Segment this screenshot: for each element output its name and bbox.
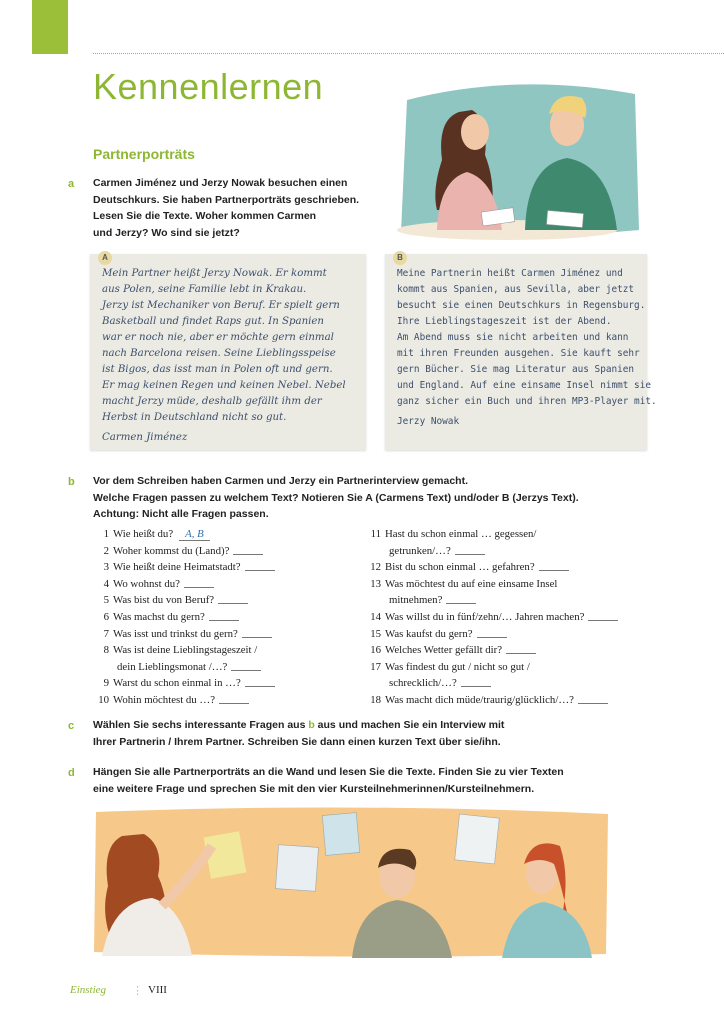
section-b-line: Welche Fragen passen zu welchem Text? Notieren Sie A (Carmens Text) und/oder B (Jerzys Text). bbox=[93, 491, 579, 504]
question-item bbox=[93, 644, 257, 656]
question-text: Was willst du in fünf/zehn/… Jahren machen? bbox=[385, 611, 585, 623]
question-item bbox=[365, 661, 530, 673]
question-number: 17 bbox=[370, 660, 381, 673]
section-a-line: Lesen Sie die Texte. Woher kommen Carmen bbox=[93, 210, 317, 222]
section-d-instructions bbox=[93, 764, 693, 797]
answer-blank[interactable] bbox=[506, 653, 536, 654]
portrait-note-a bbox=[90, 254, 366, 450]
question-text: Welches Wetter gefällt dir? bbox=[385, 644, 503, 657]
question-number: 1 bbox=[103, 528, 109, 540]
question-number: 16 bbox=[370, 644, 381, 657]
question-text: Was findest du gut / nicht so gut / bbox=[385, 660, 530, 673]
question-number: 6 bbox=[103, 611, 109, 623]
note-a-signature: Carmen Jiménez bbox=[102, 432, 188, 443]
section-a-letter: a bbox=[68, 178, 75, 190]
section-a-line: Deutschkurs. Sie haben Partnerporträts geschrieben. bbox=[93, 193, 360, 206]
question-text: getrunken/…? bbox=[389, 544, 451, 557]
section-c-line: Ihrer Partnerin / Ihrem Partner. Schreiben Sie dann einen kurzen Text über sie/ihn. bbox=[93, 735, 501, 748]
question-text: Was macht dich müde/traurig/glücklich/…? bbox=[385, 694, 574, 706]
note-b-line: besucht sie einen Deutschkurs in Regensburg. bbox=[397, 300, 646, 311]
section-c-instructions bbox=[93, 717, 693, 750]
question-text: Was ist deine Lieblingstageszeit / bbox=[113, 644, 258, 657]
question-item bbox=[365, 545, 485, 557]
page-number: VIII bbox=[148, 984, 167, 996]
answer-blank[interactable] bbox=[184, 587, 214, 588]
note-b-line: gern Bücher. Sie mag Literatur aus Spanien bbox=[397, 364, 635, 375]
question-item bbox=[365, 644, 536, 656]
question-text: Bist du schon einmal … gefahren? bbox=[385, 561, 535, 574]
question-text: Wie heißt du? bbox=[113, 528, 174, 540]
question-item bbox=[93, 661, 261, 673]
question-number: 4 bbox=[103, 577, 109, 590]
question-item bbox=[93, 561, 275, 573]
question-text: Wo wohnst du? bbox=[113, 577, 180, 590]
question-number: 9 bbox=[103, 677, 109, 690]
answer-blank[interactable] bbox=[477, 637, 507, 638]
question-item bbox=[93, 628, 272, 640]
corner-tab bbox=[32, 0, 68, 54]
question-text: Was machst du gern? bbox=[113, 611, 205, 623]
answer-blank[interactable] bbox=[231, 670, 261, 671]
question-text: Was isst und trinkst du gern? bbox=[113, 627, 238, 640]
question-item bbox=[365, 694, 608, 706]
section-d-line: Hängen Sie alle Partnerporträts an die Wand und lesen Sie die Texte. Finden Sie zu vier Texten bbox=[93, 766, 564, 778]
answer-blank[interactable] bbox=[209, 620, 239, 621]
question-item bbox=[365, 528, 536, 540]
question-text: schrecklich/…? bbox=[389, 677, 457, 690]
note-b-line: kommt aus Spanien, aus Sevilla, aber jetzt bbox=[397, 284, 635, 295]
question-item bbox=[365, 611, 618, 623]
note-a-badge: A bbox=[98, 251, 112, 265]
question-text: Was kaufst du gern? bbox=[385, 627, 473, 640]
question-item bbox=[365, 561, 569, 573]
question-item bbox=[93, 528, 210, 541]
section-a-instructions bbox=[93, 175, 383, 241]
page-title: Kennenlernen bbox=[93, 66, 324, 107]
note-a-line: Basketball und findet Raps gut. In Spanien bbox=[102, 316, 324, 327]
answer-blank[interactable] bbox=[218, 603, 248, 604]
answer-blank[interactable] bbox=[245, 686, 275, 687]
question-number: 11 bbox=[370, 528, 381, 540]
answer-blank[interactable] bbox=[578, 703, 608, 704]
note-a-line: nach Barcelona reisen. Seine Lieblingsspeise bbox=[102, 348, 336, 359]
note-b-badge: B bbox=[393, 251, 407, 265]
question-number: 3 bbox=[103, 561, 109, 574]
section-b-line: Achtung: Nicht alle Fragen passen. bbox=[93, 508, 269, 520]
note-b-line: Ihre Lieblingstageszeit ist der Abend. bbox=[397, 316, 612, 327]
answer-blank[interactable] bbox=[455, 554, 485, 555]
answer-blank[interactable] bbox=[539, 570, 569, 571]
answer-blank[interactable] bbox=[588, 620, 618, 621]
section-c-text: Wählen Sie sechs interessante Fragen aus bbox=[93, 719, 309, 731]
section-subtitle: Partnerporträts bbox=[93, 146, 195, 162]
answer-blank[interactable] bbox=[461, 686, 491, 687]
question-text: Was möchtest du auf eine einsame Insel bbox=[385, 577, 558, 590]
section-c-line bbox=[93, 717, 693, 734]
note-a-line: Herbst in Deutschland nicht so gut. bbox=[102, 412, 287, 423]
answer-blank[interactable] bbox=[245, 570, 275, 571]
section-a-line: Carmen Jiménez und Jerzy Nowak besuchen einen bbox=[93, 177, 348, 189]
question-item bbox=[93, 677, 275, 689]
question-text: mitnehmen? bbox=[389, 594, 443, 607]
note-a-line: Jerzy ist Mechaniker von Beruf. Er spielt gern bbox=[102, 300, 340, 311]
question-answer[interactable]: A, B bbox=[179, 528, 210, 541]
question-item bbox=[93, 611, 239, 623]
section-c-text: aus und machen Sie ein Interview mit bbox=[314, 719, 505, 731]
question-number: 2 bbox=[103, 544, 109, 557]
question-text: Was bist du von Beruf? bbox=[113, 594, 215, 607]
section-d-letter: d bbox=[68, 767, 75, 779]
question-item bbox=[365, 578, 557, 590]
footer-section: Einstieg bbox=[70, 984, 107, 996]
question-item bbox=[93, 694, 249, 706]
illustration-conversation bbox=[397, 80, 642, 240]
portrait-note-b bbox=[385, 253, 657, 450]
note-a-line: Er mag keinen Regen und keinen Nebel. Nebel bbox=[102, 380, 346, 391]
section-d-line: eine weitere Frage und sprechen Sie mit den vier Kursteilnehmerinnen/Kursteilnehmern. bbox=[93, 782, 535, 795]
question-item bbox=[93, 578, 214, 590]
answer-blank[interactable] bbox=[233, 554, 263, 555]
note-b-signature: Jerzy Nowak bbox=[397, 416, 460, 427]
question-item bbox=[365, 628, 507, 640]
answer-blank[interactable] bbox=[446, 603, 476, 604]
note-a-line: Mein Partner heißt Jerzy Nowak. Er kommt bbox=[102, 268, 327, 279]
note-a-line: aus Polen, seine Familie lebt in Krakau. bbox=[102, 284, 307, 295]
question-item bbox=[365, 677, 491, 689]
footer-divider: ⋮ bbox=[132, 985, 143, 997]
illustration-wall-notes bbox=[92, 806, 612, 958]
question-number: 15 bbox=[370, 627, 381, 640]
question-text: Wie heißt deine Heimatstadt? bbox=[113, 561, 241, 574]
note-b-line: mit ihren Freunden ausgehen. Sie kauft sehr bbox=[397, 348, 640, 359]
section-b-line: Vor dem Schreiben haben Carmen und Jerzy ein Partnerinterview gemacht. bbox=[93, 475, 469, 487]
question-number: 18 bbox=[370, 694, 381, 706]
section-c-letter: c bbox=[68, 720, 75, 732]
note-b-line: Meine Partnerin heißt Carmen Jiménez und bbox=[397, 268, 623, 279]
note-a-line: war er noch nie, aber er möchte gern einmal bbox=[102, 332, 334, 343]
section-a-line: und Jerzy? Wo sind sie jetzt? bbox=[93, 226, 240, 239]
note-a-line: macht Jerzy müde, deshalb gefällt ihm der bbox=[102, 396, 322, 407]
question-item bbox=[365, 594, 476, 606]
section-c-ref: b bbox=[308, 719, 315, 731]
header-dotted-line bbox=[93, 53, 724, 54]
question-text: Wohin möchtest du …? bbox=[113, 694, 215, 706]
note-b-line: ganz sicher ein Buch und ihren MP3-Player mit. bbox=[397, 396, 657, 407]
answer-blank[interactable] bbox=[242, 637, 272, 638]
question-number: 5 bbox=[103, 594, 109, 607]
question-number: 10 bbox=[98, 694, 109, 706]
question-item bbox=[93, 545, 263, 557]
question-number: 14 bbox=[370, 611, 381, 623]
question-number: 12 bbox=[370, 561, 381, 574]
note-b-line: und England. Auf eine einsame Insel nimmt sie bbox=[397, 380, 651, 391]
note-b-line: Am Abend muss sie nicht arbeiten und kann bbox=[397, 332, 629, 343]
question-number: 8 bbox=[103, 644, 109, 657]
section-b-instructions bbox=[93, 473, 693, 523]
question-item bbox=[93, 594, 248, 606]
question-text: Warst du schon einmal in …? bbox=[113, 677, 241, 690]
section-b-letter: b bbox=[68, 476, 75, 488]
question-text: dein Lieblingsmonat /…? bbox=[117, 660, 228, 673]
question-number: 7 bbox=[103, 627, 109, 640]
answer-blank[interactable] bbox=[219, 703, 249, 704]
question-text: Hast du schon einmal … gegessen/ bbox=[385, 528, 537, 540]
question-number: 13 bbox=[370, 577, 381, 590]
question-text: Woher kommst du (Land)? bbox=[113, 544, 230, 557]
note-a-line: ist Bigos, das isst man in Polen oft und gern. bbox=[102, 364, 333, 375]
